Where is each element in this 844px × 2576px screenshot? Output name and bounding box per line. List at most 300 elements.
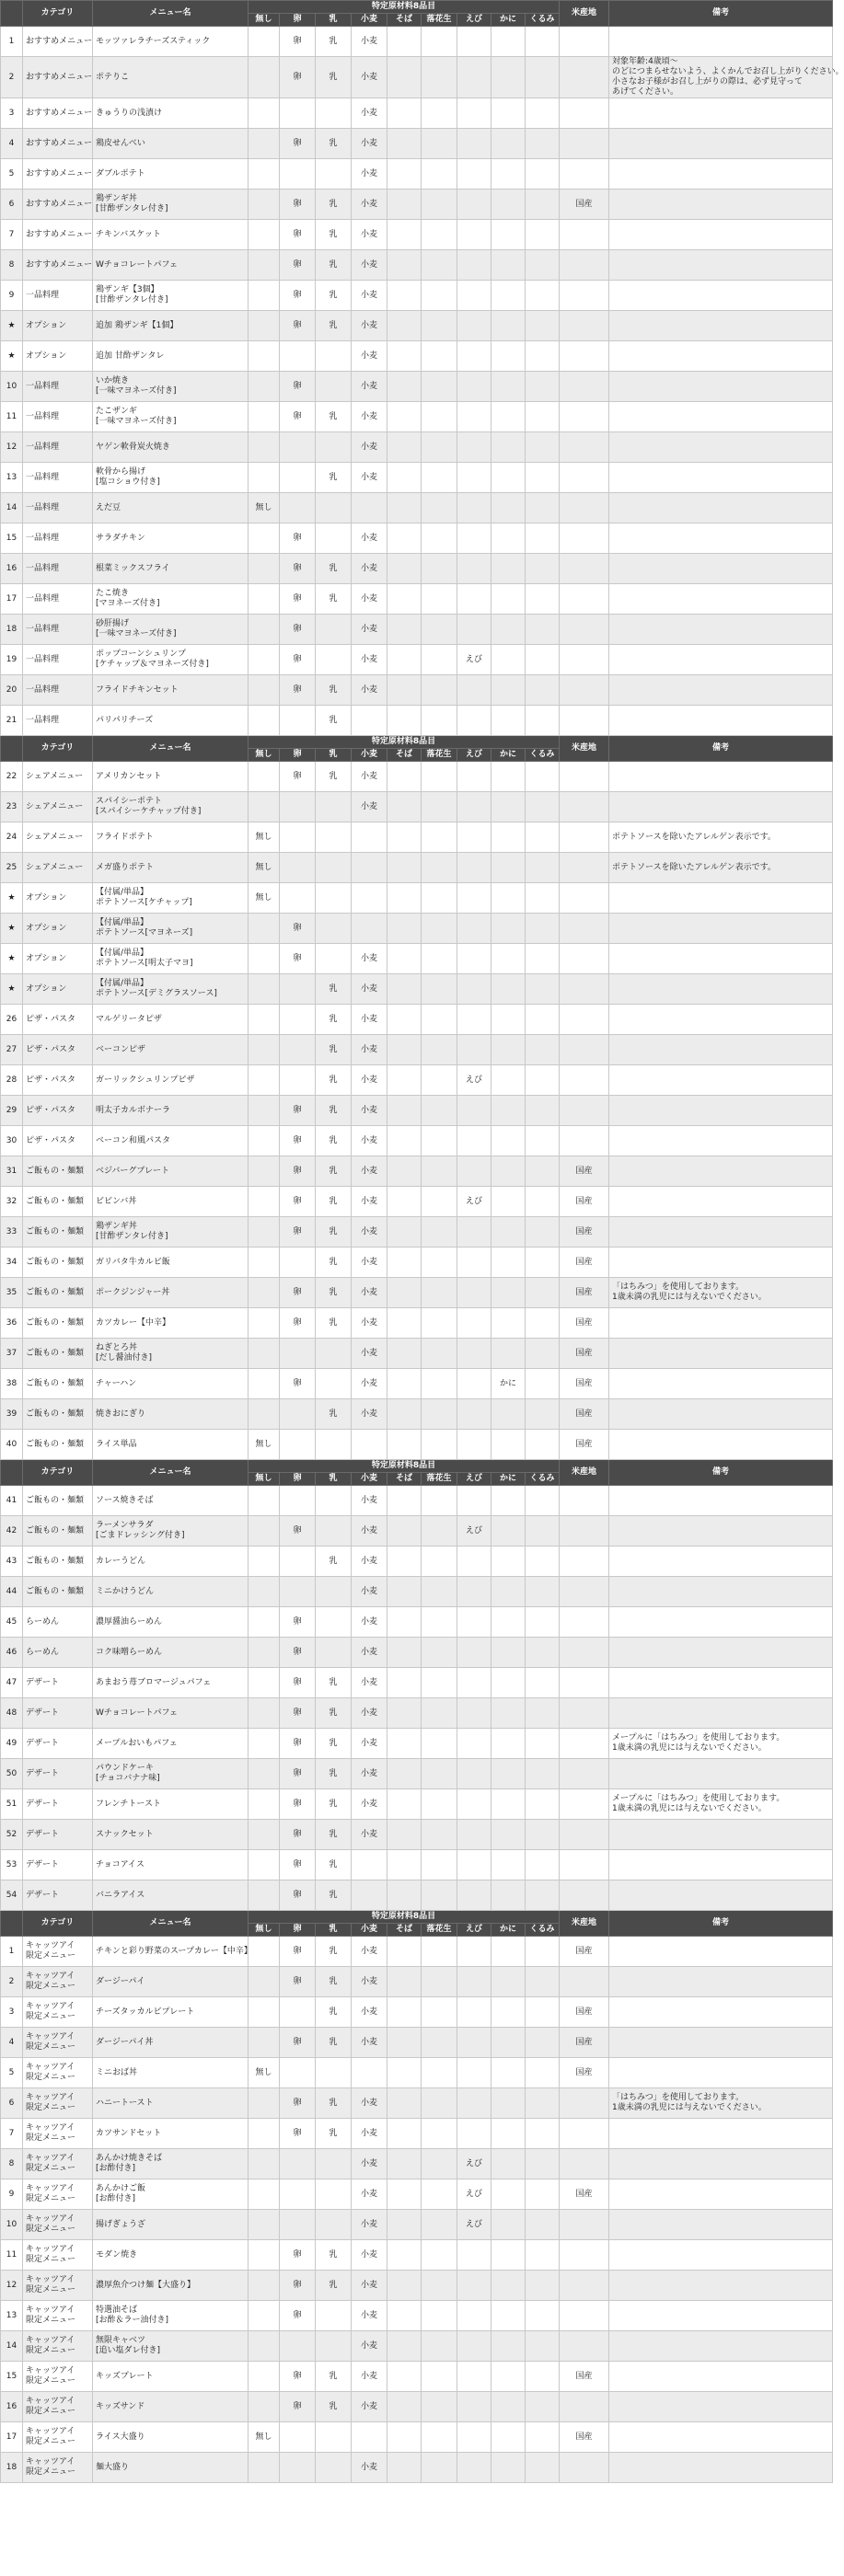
- row-note: [609, 1308, 833, 1339]
- row-number: 10: [1, 2210, 23, 2240]
- table-row: [1, 2362, 833, 2392]
- row-menu-name: [93, 554, 249, 584]
- allergen-cell: [457, 57, 491, 98]
- header-origin: 米産地: [560, 1460, 609, 1486]
- header-origin: 米産地: [560, 1, 609, 27]
- row-note: [609, 1607, 833, 1638]
- allergen-cell: [526, 57, 560, 98]
- table-row: [1, 1729, 833, 1759]
- row-note: [609, 1880, 833, 1911]
- row-origin: [560, 57, 609, 98]
- menu-line: ベーコンピザ: [96, 1044, 146, 1054]
- allergen-cell: えび: [457, 645, 491, 675]
- allergen-cell: 卵: [280, 1937, 316, 1967]
- allergen-cell: [280, 432, 316, 463]
- row-number: 15: [1, 523, 23, 554]
- allergen-cell: [422, 1937, 457, 1967]
- allergen-cell: [249, 2028, 280, 2058]
- allergen-cell: 卵: [280, 944, 316, 974]
- allergen-cell: 乳: [316, 675, 352, 706]
- allergen-cell: [387, 1096, 422, 1126]
- allergen-cell: [387, 2149, 422, 2179]
- row-category: [23, 281, 93, 311]
- allergen-cell: 卵: [280, 2088, 316, 2119]
- allergen-cell: [526, 2210, 560, 2240]
- category-line: キャッツアイ: [26, 2457, 75, 2467]
- allergen-cell: [316, 1369, 352, 1399]
- allergen-cell: [422, 190, 457, 220]
- row-note: [609, 2149, 833, 2179]
- row-number: 7: [1, 220, 23, 250]
- note-line: メープルに「はちみつ」を使用しております。: [612, 1794, 785, 1803]
- row-number: 9: [1, 281, 23, 311]
- allergen-cell: [422, 27, 457, 57]
- row-origin: [560, 220, 609, 250]
- allergen-cell: [526, 1668, 560, 1698]
- menu-line: [スパイシーケチャップ付き]: [96, 807, 202, 816]
- row-number: 27: [1, 1035, 23, 1065]
- row-note: [609, 341, 833, 372]
- allergen-cell: [422, 1486, 457, 1516]
- allergen-cell: [280, 1248, 316, 1278]
- row-category: [23, 402, 93, 432]
- header-allergen: そば: [387, 14, 422, 27]
- allergen-cell: [422, 281, 457, 311]
- menu-line: 特選油そば: [96, 2306, 138, 2315]
- allergen-cell: [491, 1217, 526, 1248]
- row-note: [609, 2453, 833, 2483]
- allergen-cell: [491, 1668, 526, 1698]
- allergen-cell: [457, 1217, 491, 1248]
- row-note: [609, 974, 833, 1005]
- allergen-cell: [526, 1187, 560, 1217]
- note-line: 1歳未満の乳児には与えないでください。: [612, 2103, 767, 2112]
- row-number: 26: [1, 1005, 23, 1035]
- allergen-cell: [491, 762, 526, 792]
- table-row: [1, 1486, 833, 1516]
- menu-line: キッズサンド: [96, 2401, 145, 2411]
- row-number: 33: [1, 1217, 23, 1248]
- allergen-cell: [526, 1967, 560, 1997]
- allergen-cell: [526, 2453, 560, 2483]
- allergen-cell: [491, 220, 526, 250]
- row-note: [609, 1759, 833, 1789]
- row-number: 39: [1, 1399, 23, 1430]
- table-header-row: [1, 736, 833, 749]
- category-line: 限定メニュー: [26, 2012, 76, 2021]
- allergen-cell: 卵: [280, 220, 316, 250]
- row-number: 14: [1, 2331, 23, 2362]
- header-allergen: 無し: [249, 1473, 280, 1486]
- allergen-cell: [457, 792, 491, 822]
- row-menu-name: [93, 1248, 249, 1278]
- allergen-cell: [316, 432, 352, 463]
- allergen-cell: [457, 1997, 491, 2028]
- allergen-cell: [422, 2301, 457, 2331]
- row-note: [609, 1789, 833, 1820]
- header-menu: メニュー名: [93, 1911, 249, 1937]
- allergen-cell: [422, 675, 457, 706]
- allergen-cell: [387, 1516, 422, 1547]
- menu-line: ポテりこ: [96, 72, 130, 82]
- allergen-cell: 卵: [280, 1759, 316, 1789]
- allergen-cell: [457, 27, 491, 57]
- note-line: 対象年齢:4歳頃〜: [612, 57, 678, 66]
- allergen-cell: [249, 1248, 280, 1278]
- menu-line: [甘酢ザンタレ付き]: [96, 204, 168, 213]
- category-line: デザート: [26, 1859, 60, 1869]
- allergen-cell: 小麦: [352, 1187, 387, 1217]
- allergen-cell: [491, 2422, 526, 2453]
- allergen-cell: [457, 1156, 491, 1187]
- menu-line: ミニかけうどん: [96, 1586, 155, 1596]
- header-menu: メニュー名: [93, 736, 249, 762]
- allergen-cell: [249, 2179, 280, 2210]
- allergen-cell: [526, 1547, 560, 1577]
- row-menu-name: [93, 250, 249, 281]
- table-row: [1, 1096, 833, 1126]
- allergen-cell: [387, 1065, 422, 1096]
- allergen-cell: 小麦: [352, 1005, 387, 1035]
- allergen-cell: 卵: [280, 584, 316, 615]
- menu-line: チキンと彩り野菜のスープカレー【中辛】: [96, 1946, 252, 1956]
- allergen-cell: [316, 1638, 352, 1668]
- allergen-cell: [422, 432, 457, 463]
- row-origin: [560, 463, 609, 493]
- allergen-cell: [352, 2422, 387, 2453]
- allergen-cell: [316, 1339, 352, 1369]
- category-line: 限定メニュー: [26, 2255, 76, 2264]
- row-number: 36: [1, 1308, 23, 1339]
- row-note: [609, 2028, 833, 2058]
- allergen-cell: [387, 98, 422, 129]
- header-number: [1, 1, 23, 27]
- header-allergen: 無し: [249, 1924, 280, 1937]
- allergen-cell: [422, 311, 457, 341]
- allergen-cell: [491, 675, 526, 706]
- category-line: ご飯もの・麺類: [26, 1586, 85, 1596]
- allergen-cell: [422, 2453, 457, 2483]
- table-row: [1, 853, 833, 883]
- row-number: 43: [1, 1547, 23, 1577]
- allergen-cell: えび: [457, 2149, 491, 2179]
- menu-line: 鶏ザンギ丼: [96, 194, 137, 203]
- allergen-cell: [491, 706, 526, 736]
- allergen-cell: 乳: [316, 1156, 352, 1187]
- table-row: [1, 1789, 833, 1820]
- row-menu-name: [93, 1065, 249, 1096]
- header-menu: メニュー名: [93, 1460, 249, 1486]
- row-note: [609, 1217, 833, 1248]
- allergen-cell: 卵: [280, 2271, 316, 2301]
- table-row: [1, 1005, 833, 1035]
- row-origin: [560, 1698, 609, 1729]
- row-origin: [560, 1126, 609, 1156]
- allergen-cell: 小麦: [352, 2240, 387, 2271]
- allergen-cell: [249, 1789, 280, 1820]
- allergen-cell: [457, 2088, 491, 2119]
- row-category: [23, 27, 93, 57]
- allergen-cell: [526, 250, 560, 281]
- category-line: おすすめメニュー: [26, 138, 93, 148]
- allergen-cell: [352, 883, 387, 914]
- allergen-cell: [280, 1577, 316, 1607]
- allergen-cell: [249, 1668, 280, 1698]
- row-category: [23, 2028, 93, 2058]
- header-notes: 備考: [609, 736, 833, 762]
- allergen-cell: 小麦: [352, 1516, 387, 1547]
- header-allergen: 乳: [316, 749, 352, 762]
- row-origin: 国産: [560, 2362, 609, 2392]
- row-origin: [560, 311, 609, 341]
- allergen-cell: [249, 914, 280, 944]
- allergen-cell: [249, 1308, 280, 1339]
- row-origin: [560, 341, 609, 372]
- table-row: [1, 1339, 833, 1369]
- category-line: おすすめメニュー: [26, 168, 93, 178]
- table-row: [1, 554, 833, 584]
- row-note: [609, 615, 833, 645]
- allergen-cell: 無し: [249, 493, 280, 523]
- allergen-cell: [422, 1278, 457, 1308]
- allergen-cell: 乳: [316, 1187, 352, 1217]
- allergen-cell: [422, 974, 457, 1005]
- allergen-cell: [457, 914, 491, 944]
- row-number: 10: [1, 372, 23, 402]
- allergen-cell: [387, 645, 422, 675]
- category-line: ピザ・パスタ: [26, 1014, 76, 1024]
- row-note: [609, 853, 833, 883]
- row-category: [23, 1156, 93, 1187]
- row-menu-name: [93, 675, 249, 706]
- row-menu-name: [93, 2301, 249, 2331]
- category-line: 一品料理: [26, 654, 60, 664]
- allergen-cell: [526, 190, 560, 220]
- table-row: [1, 584, 833, 615]
- menu-line: キッズプレート: [96, 2371, 154, 2381]
- allergen-cell: [526, 1126, 560, 1156]
- allergen-cell: 卵: [280, 1187, 316, 1217]
- allergen-cell: [457, 1850, 491, 1880]
- note-line: 1歳未満の乳児には与えないでください。: [612, 1743, 767, 1753]
- table-row: [1, 675, 833, 706]
- row-menu-name: [93, 220, 249, 250]
- category-line: キャッツアイ: [26, 2427, 75, 2436]
- allergen-cell: [422, 914, 457, 944]
- row-note: [609, 1997, 833, 2028]
- table-row: [1, 883, 833, 914]
- allergen-cell: [491, 1035, 526, 1065]
- allergen-cell: [387, 1997, 422, 2028]
- menu-line: [ケチャップ＆マヨネーズ付き]: [96, 660, 209, 669]
- row-category: [23, 853, 93, 883]
- allergen-cell: 卵: [280, 1668, 316, 1698]
- category-line: 限定メニュー: [26, 2376, 76, 2386]
- allergen-cell: [387, 2028, 422, 2058]
- allergen-cell: 乳: [316, 1729, 352, 1759]
- row-number: 5: [1, 159, 23, 190]
- header-allergen: 落花生: [422, 1473, 457, 1486]
- allergen-cell: [316, 914, 352, 944]
- menu-line: [マヨネーズ付き]: [96, 599, 160, 608]
- allergen-cell: 小麦: [352, 463, 387, 493]
- row-category: [23, 1486, 93, 1516]
- allergen-cell: 小麦: [352, 1248, 387, 1278]
- row-category: [23, 1430, 93, 1460]
- allergen-cell: [457, 822, 491, 853]
- allergen-cell: [491, 2301, 526, 2331]
- menu-line: きゅうりの浅漬け: [96, 108, 163, 118]
- table-row: [1, 1035, 833, 1065]
- table-row: [1, 1248, 833, 1278]
- row-menu-name: [93, 1430, 249, 1460]
- header-allergen: くるみ: [526, 14, 560, 27]
- allergen-cell: [422, 2240, 457, 2271]
- row-category: [23, 1248, 93, 1278]
- menu-line: たこザンギ: [96, 407, 137, 416]
- row-menu-name: [93, 129, 249, 159]
- note-line: あげてください。: [612, 87, 679, 97]
- header-allergen: かに: [491, 749, 526, 762]
- allergen-cell: [457, 1369, 491, 1399]
- allergen-cell: [491, 129, 526, 159]
- row-origin: [560, 1668, 609, 1698]
- row-category: [23, 792, 93, 822]
- allergen-cell: [249, 1820, 280, 1850]
- allergen-cell: [249, 1005, 280, 1035]
- allergen-cell: [457, 1967, 491, 1997]
- row-category: [23, 1820, 93, 1850]
- allergen-cell: 卵: [280, 1217, 316, 1248]
- category-line: シェアメニュー: [26, 862, 84, 872]
- allergen-cell: 乳: [316, 1005, 352, 1035]
- row-menu-name: [93, 463, 249, 493]
- category-line: デザート: [26, 1829, 60, 1839]
- category-line: 限定メニュー: [26, 2407, 76, 2416]
- row-number: 3: [1, 98, 23, 129]
- category-line: 限定メニュー: [26, 2194, 76, 2203]
- allergen-cell: [526, 615, 560, 645]
- allergen-cell: [352, 2058, 387, 2088]
- allergen-cell: えび: [457, 2210, 491, 2240]
- header-allergen-group: 特定原材料8品目: [249, 1460, 560, 1473]
- allergen-cell: [422, 2028, 457, 2058]
- table-row: [1, 1369, 833, 1399]
- row-note: [609, 1638, 833, 1668]
- row-menu-name: [93, 2028, 249, 2058]
- row-number: 1: [1, 1937, 23, 1967]
- table-row: [1, 2392, 833, 2422]
- note-line: 「はちみつ」を使用しております。: [612, 2093, 745, 2102]
- row-menu-name: [93, 762, 249, 792]
- allergen-cell: 乳: [316, 1880, 352, 1911]
- allergen-cell: [491, 2088, 526, 2119]
- table-row: [1, 706, 833, 736]
- allergen-cell: 卵: [280, 1278, 316, 1308]
- allergen-cell: [249, 1035, 280, 1065]
- table-row: [1, 129, 833, 159]
- row-category: [23, 129, 93, 159]
- allergen-cell: [352, 822, 387, 853]
- category-line: 限定メニュー: [26, 2437, 76, 2446]
- allergen-cell: [491, 1486, 526, 1516]
- menu-line: ビビンバ丼: [96, 1196, 137, 1206]
- row-note: [609, 1430, 833, 1460]
- allergen-cell: 卵: [280, 2028, 316, 2058]
- allergen-cell: 乳: [316, 190, 352, 220]
- allergen-cell: 乳: [316, 1399, 352, 1430]
- allergen-cell: 小麦: [352, 1729, 387, 1759]
- allergen-cell: [526, 463, 560, 493]
- row-category: [23, 2331, 93, 2362]
- table-row: [1, 2240, 833, 2271]
- row-menu-name: [93, 98, 249, 129]
- header-allergen: 卵: [280, 749, 316, 762]
- allergen-cell: [457, 2271, 491, 2301]
- allergen-cell: 卵: [280, 2240, 316, 2271]
- allergen-cell: [457, 432, 491, 463]
- allergen-cell: 小麦: [352, 159, 387, 190]
- menu-line: 【付属/単品】: [96, 888, 149, 897]
- row-origin: [560, 974, 609, 1005]
- row-category: [23, 944, 93, 974]
- row-category: [23, 1698, 93, 1729]
- row-note: [609, 1065, 833, 1096]
- menu-line: [お酢付き]: [96, 2164, 136, 2173]
- allergen-cell: 卵: [280, 1880, 316, 1911]
- allergen-cell: [422, 402, 457, 432]
- allergen-cell: [526, 27, 560, 57]
- allergen-cell: [491, 1248, 526, 1278]
- row-origin: [560, 615, 609, 645]
- allergen-cell: [387, 2392, 422, 2422]
- allergen-cell: 小麦: [352, 1156, 387, 1187]
- header-allergen-group: 特定原材料8品目: [249, 1911, 560, 1924]
- category-line: ピザ・パスタ: [26, 1044, 76, 1054]
- table-row: [1, 615, 833, 645]
- row-menu-name: [93, 2210, 249, 2240]
- row-menu-name: [93, 1820, 249, 1850]
- allergen-cell: [387, 762, 422, 792]
- row-number: ★: [1, 883, 23, 914]
- allergen-cell: [422, 159, 457, 190]
- menu-line: [一味マヨネーズ付き]: [96, 629, 177, 638]
- allergen-cell: 小麦: [352, 27, 387, 57]
- row-menu-name: [93, 1547, 249, 1577]
- allergen-cell: [526, 2179, 560, 2210]
- menu-line: Wチョコレートパフェ: [96, 1708, 178, 1718]
- allergen-cell: [526, 1607, 560, 1638]
- allergen-cell: [422, 1217, 457, 1248]
- allergen-cell: [249, 1096, 280, 1126]
- allergen-cell: [491, 2240, 526, 2271]
- row-note: [609, 1729, 833, 1759]
- menu-line: 焼きおにぎり: [96, 1409, 146, 1419]
- row-number: 37: [1, 1339, 23, 1369]
- row-menu-name: [93, 1217, 249, 1248]
- table-row: [1, 2179, 833, 2210]
- allergen-cell: [526, 129, 560, 159]
- allergen-cell: 小麦: [352, 645, 387, 675]
- allergen-cell: [491, 1820, 526, 1850]
- row-note: [609, 1005, 833, 1035]
- allergen-cell: [249, 2453, 280, 2483]
- allergen-cell: [526, 822, 560, 853]
- row-menu-name: [93, 1967, 249, 1997]
- menu-line: [ごまドレッシング付き]: [96, 1531, 185, 1540]
- allergen-cell: [457, 1937, 491, 1967]
- allergen-cell: [491, 190, 526, 220]
